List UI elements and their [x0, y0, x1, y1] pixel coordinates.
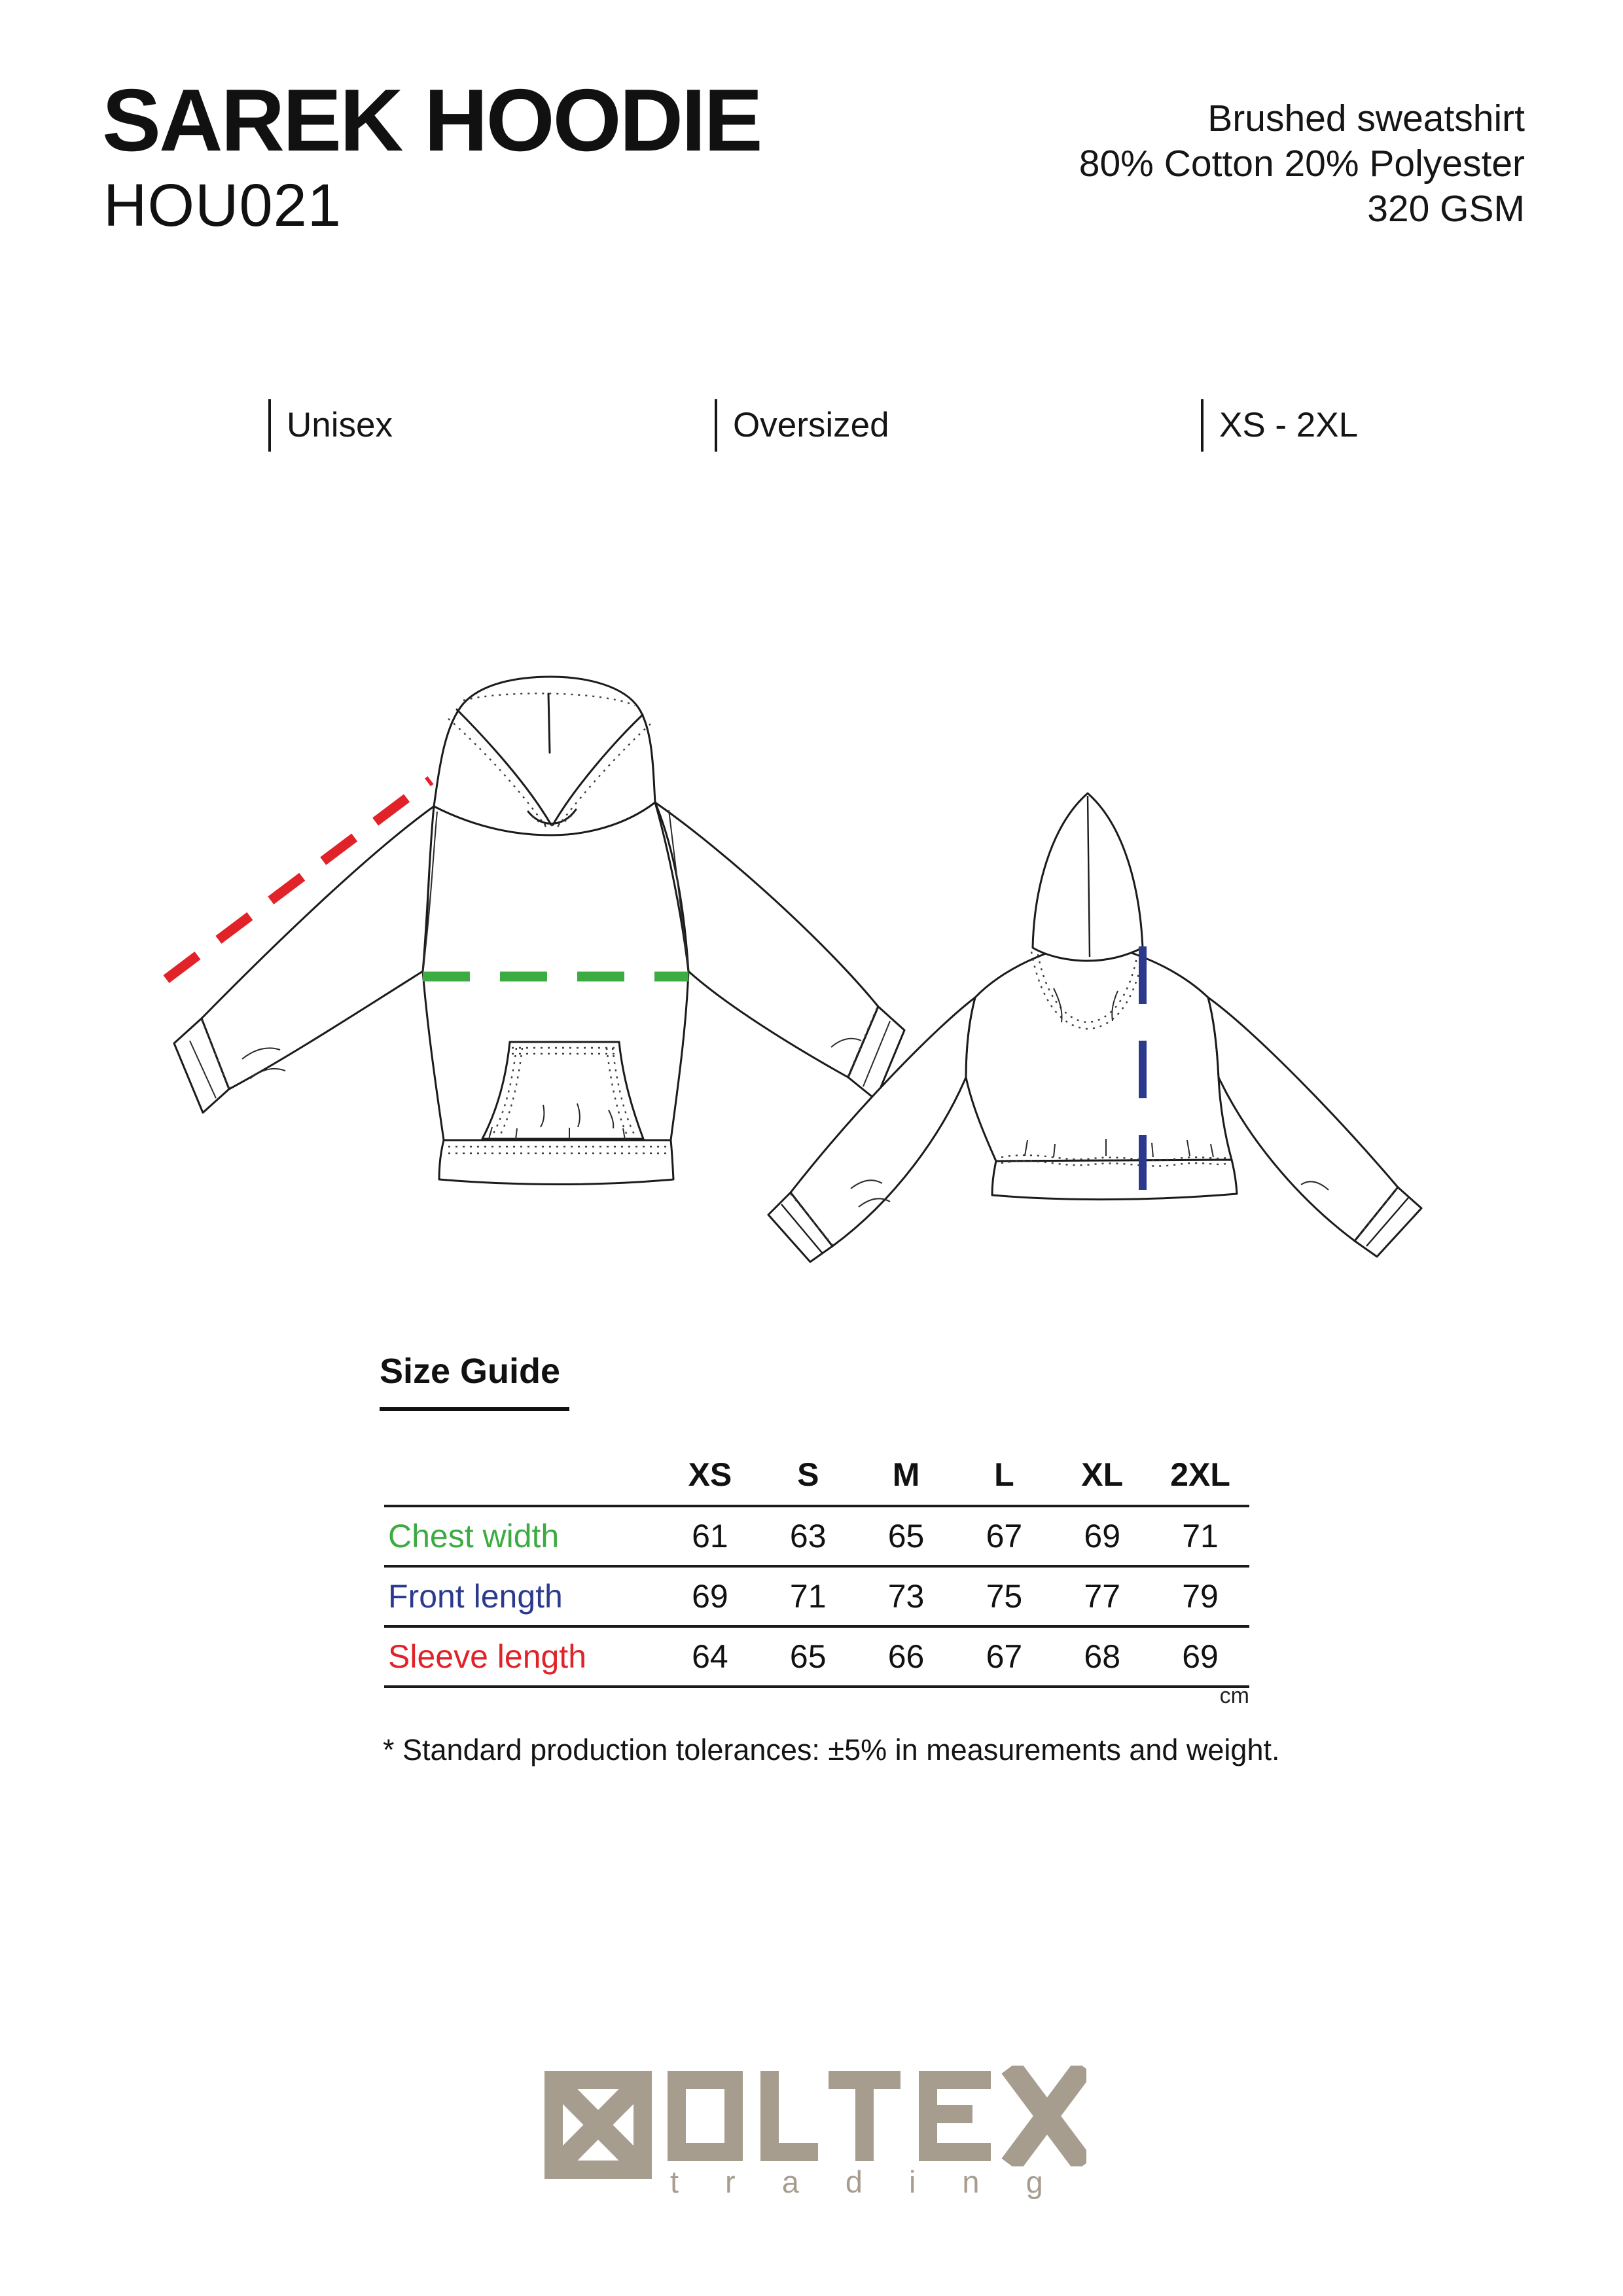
size-guide-underline — [380, 1407, 569, 1411]
spec-line-composition: 80% Cotton 20% Polyester — [1079, 143, 1525, 185]
size-guide-heading: Size Guide — [380, 1352, 561, 1391]
brand-logo — [544, 2062, 1101, 2202]
value-cell: 63 — [789, 1518, 827, 1554]
product-code: HOU021 — [103, 172, 342, 239]
size-table — [384, 1444, 1249, 1688]
value-cell: 71 — [1182, 1518, 1219, 1554]
value-cell: 79 — [1182, 1578, 1219, 1615]
size-col-xs: XS — [688, 1456, 732, 1493]
row-label-front-length: Front length — [388, 1578, 563, 1615]
back-right-sleeve — [1208, 997, 1398, 1241]
material-specs — [1079, 96, 1525, 232]
value-cell: 69 — [692, 1578, 728, 1615]
size-col-l: L — [994, 1456, 1014, 1493]
size-col-xl: XL — [1081, 1456, 1124, 1493]
row-label-chest-width: Chest width — [388, 1518, 560, 1554]
size-col-2xl: 2XL — [1170, 1456, 1230, 1493]
value-cell: 61 — [692, 1518, 728, 1554]
attribute-size-range: XS - 2XL — [1201, 399, 1358, 452]
spec-line-fabric: Brushed sweatshirt — [1207, 98, 1525, 139]
unit-label: cm — [1219, 1683, 1249, 1708]
spec-line-weight: 320 GSM — [1367, 188, 1525, 230]
value-cell: 66 — [887, 1638, 925, 1675]
value-cell: 75 — [986, 1578, 1023, 1615]
value-cell: 64 — [692, 1638, 728, 1675]
value-cell: 68 — [1084, 1638, 1121, 1675]
value-cell: 67 — [986, 1638, 1023, 1675]
row-label-sleeve-length: Sleeve length — [388, 1638, 587, 1675]
size-table-header-row — [384, 1444, 1249, 1507]
attribute-fit: Oversized — [715, 399, 889, 452]
value-cell: 65 — [789, 1638, 827, 1675]
value-cell: 73 — [887, 1578, 925, 1615]
page-title: SAREK HOODIE — [102, 71, 761, 170]
value-cell: 69 — [1182, 1638, 1219, 1675]
front-left-sleeve — [202, 806, 434, 1089]
size-col-s: S — [797, 1456, 819, 1493]
table-row-chest-width — [384, 1507, 1249, 1568]
brand-x-square-icon — [544, 2071, 652, 2179]
brand-wordmark-icon — [668, 2066, 1086, 2166]
hoodie-back-view-drawing — [753, 766, 1492, 1263]
back-left-sleeve — [791, 997, 975, 1246]
attribute-unisex: Unisex — [268, 399, 393, 452]
brand-subtitle: trading — [670, 2164, 1090, 2199]
size-col-m: M — [892, 1456, 920, 1493]
value-cell: 77 — [1084, 1578, 1121, 1615]
back-torso — [966, 944, 1232, 1161]
value-cell: 71 — [789, 1578, 827, 1615]
back-hem-band — [992, 1160, 1237, 1200]
value-cell: 65 — [887, 1518, 925, 1554]
table-row-sleeve-length — [384, 1628, 1249, 1688]
value-cell: 69 — [1084, 1518, 1121, 1554]
tolerance-footnote: * Standard production tolerances: ±5% in measurements and weight. — [383, 1733, 1280, 1767]
table-row-front-length — [384, 1568, 1249, 1628]
value-cell: 67 — [986, 1518, 1023, 1554]
